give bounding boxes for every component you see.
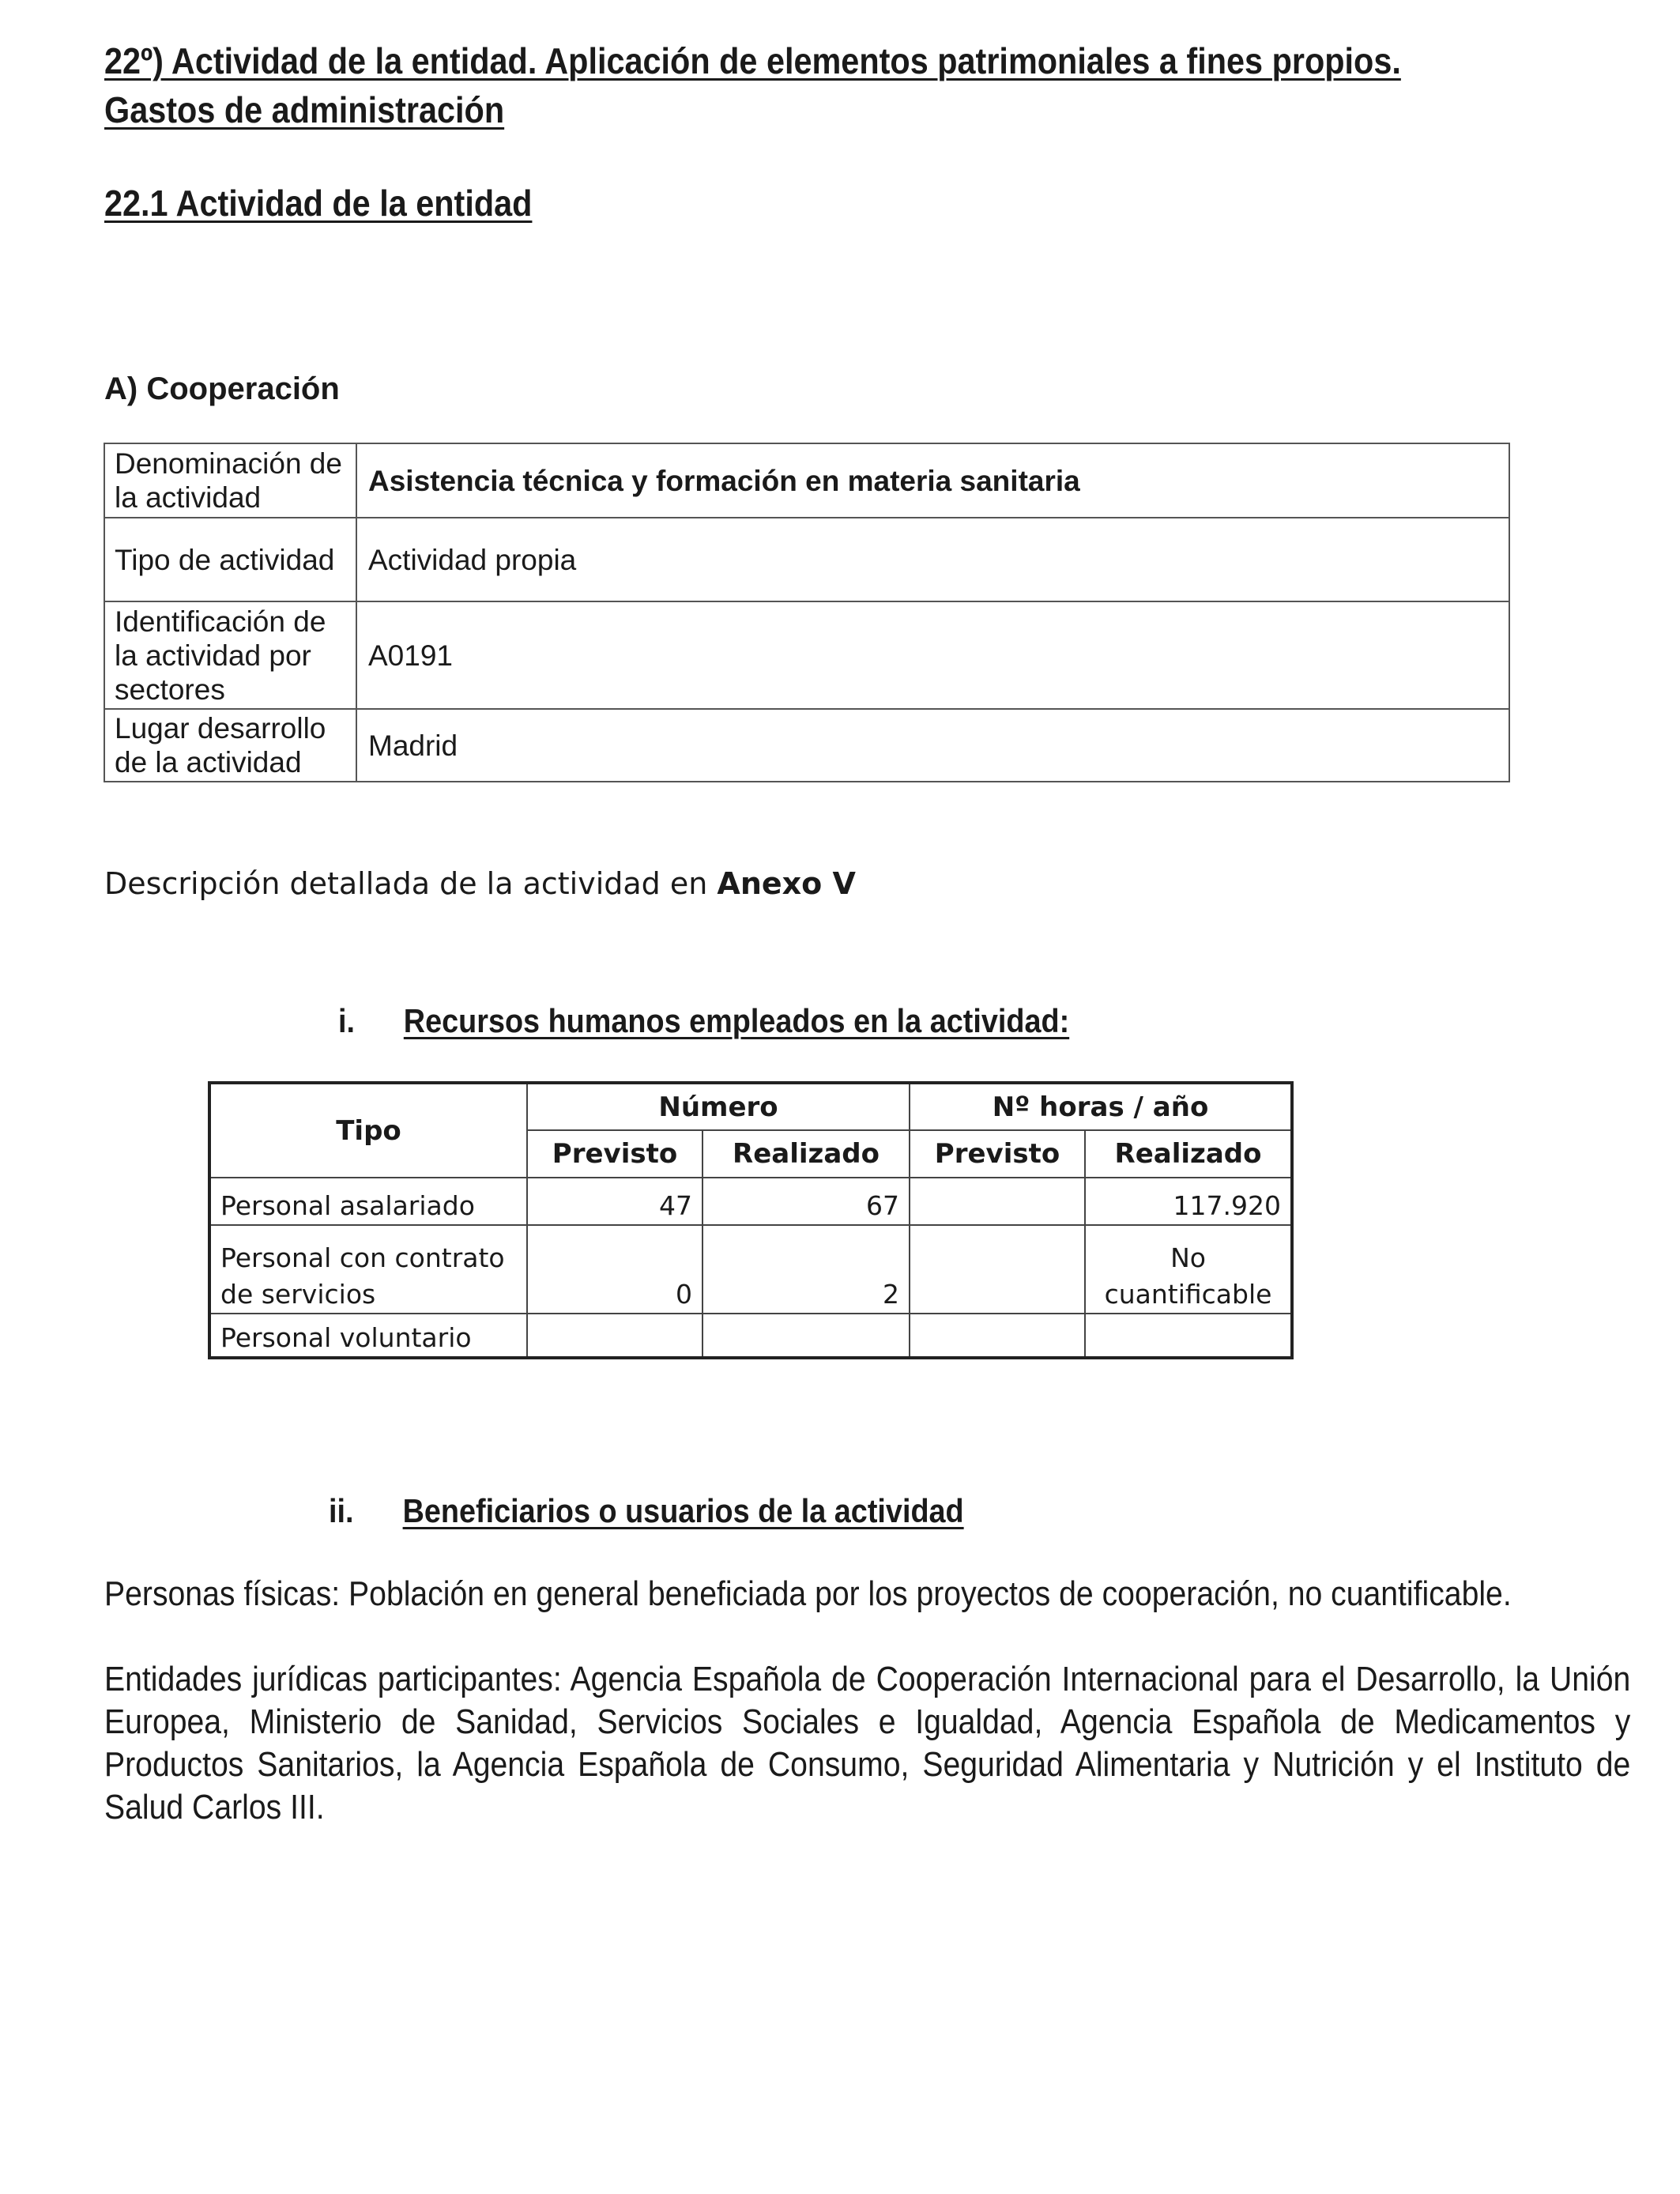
row-tipo: Personal voluntario (209, 1314, 527, 1358)
rrhh-header-row-1 (209, 1083, 1292, 1130)
cell-num-previsto: 47 (527, 1178, 703, 1225)
main-heading-line1: 22º) Actividad de la entidad. Aplicación de elementos patrimoniales a fines propios. (104, 40, 1401, 81)
section-i-number: i. (338, 1002, 356, 1039)
sub-heading-22-1: 22.1 Actividad de la entidad (104, 183, 533, 224)
main-heading-line2: Gastos de administración (104, 89, 505, 130)
row-tipo: Personal con contrato de servicios (209, 1225, 527, 1314)
info-label: Identificación de la actividad por sectores (104, 601, 356, 709)
human-resources-table (208, 1081, 1294, 1359)
header-horas-previsto: Previsto (910, 1130, 1085, 1178)
cell-num-realizado: 2 (703, 1225, 910, 1314)
info-value: Actividad propia (356, 518, 1509, 601)
header-tipo: Tipo (209, 1083, 527, 1178)
table-row (209, 1178, 1292, 1225)
section-ii-number: ii. (329, 1492, 354, 1529)
cell-horas-realizado (1085, 1314, 1292, 1358)
info-value: A0191 (356, 601, 1509, 709)
header-horas: Nº horas / año (910, 1083, 1292, 1130)
section-i-heading (338, 999, 1263, 1046)
cell-horas-previsto (910, 1225, 1085, 1314)
info-row-lugar (104, 709, 1509, 782)
cell-num-realizado: 67 (703, 1178, 910, 1225)
info-row-tipo (104, 518, 1509, 601)
info-row-denominacion (104, 443, 1509, 518)
info-row-identificacion (104, 601, 1509, 709)
description-annex: Anexo V (717, 866, 856, 901)
info-label: Tipo de actividad (104, 518, 356, 601)
header-horas-realizado: Realizado (1085, 1130, 1292, 1178)
section-a-title: A) Cooperación (104, 371, 340, 406)
cell-num-realizado (703, 1314, 910, 1358)
cell-horas-previsto (910, 1178, 1085, 1225)
cell-horas-realizado: 117.920 (1085, 1178, 1292, 1225)
cell-horas-realizado: No cuantificable (1085, 1225, 1292, 1314)
description-text: Descripción detallada de la actividad en (104, 866, 718, 901)
table-row (209, 1225, 1292, 1314)
info-value: Madrid (356, 709, 1509, 782)
section-ii-title: Beneficiarios o usuarios de la actividad (402, 1492, 964, 1529)
cell-num-previsto: 0 (527, 1225, 703, 1314)
table-row (209, 1314, 1292, 1358)
paragraph-entidades-juridicas: Entidades jurídicas participantes: Agencia Española de Cooperación Internacional para el Desarrollo, la Unión Europea, Ministerio de Sanidad, Servicios Sociales e Igualdad, Agencia Española de Medicamentos y Productos Sanitarios, la Agencia Española de Consumo, Seguridad Alimentaria y Nutrición y el Instituto de Salud Carlos III. (104, 1660, 1631, 1826)
section-ii-heading (329, 1489, 1253, 1536)
paragraph-personas-fisicas: Personas físicas: Población en general beneficiada por los proyectos de cooperación, no cuantificable. (104, 1574, 1512, 1613)
info-label: Lugar desarrollo de la actividad (104, 709, 356, 782)
row-tipo: Personal asalariado (209, 1178, 527, 1225)
info-value: Asistencia técnica y formación en materia sanitaria (356, 443, 1509, 518)
header-numero-realizado: Realizado (703, 1130, 910, 1178)
section-i-title: Recursos humanos empleados en la actividad: (403, 1002, 1070, 1039)
header-numero: Número (527, 1083, 910, 1130)
main-heading (104, 36, 1401, 134)
cell-horas-previsto (910, 1314, 1085, 1358)
description-line (104, 861, 856, 906)
header-numero-previsto: Previsto (527, 1130, 703, 1178)
cell-num-previsto (527, 1314, 703, 1358)
info-label: Denominación de la actividad (104, 443, 356, 518)
activity-info-table (104, 443, 1510, 782)
